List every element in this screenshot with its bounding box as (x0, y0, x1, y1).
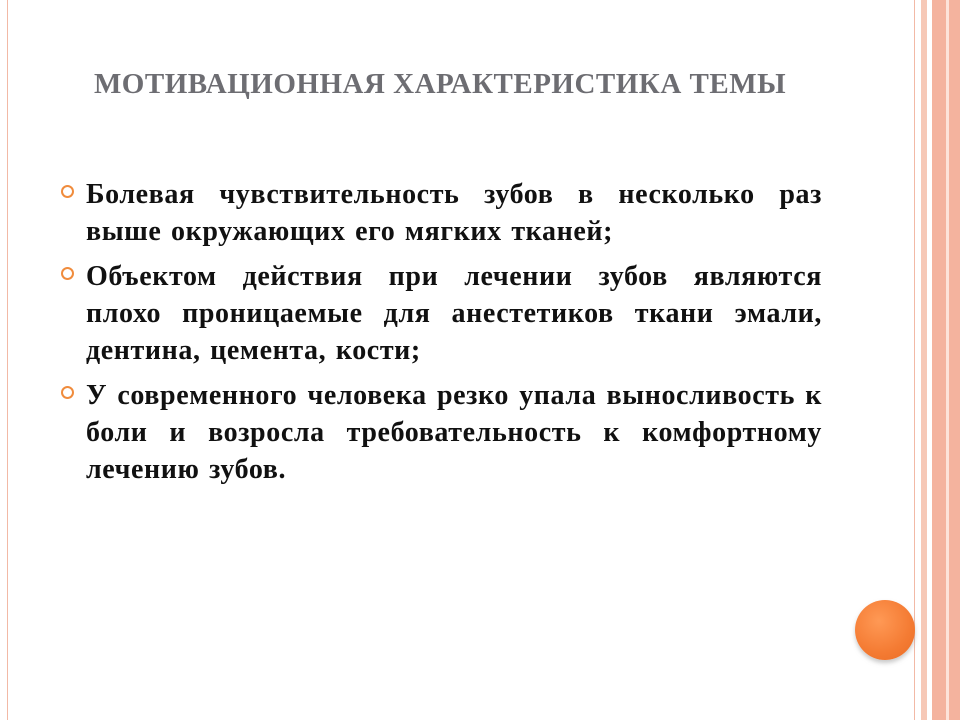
bullet-item (60, 258, 822, 369)
bullet-text: У современного человека резко упала выносливость к боли и возросла требовательность к комфортному лечению зубов. (86, 380, 822, 485)
ring-bullet-icon (61, 386, 74, 399)
ring-bullet-icon (61, 267, 74, 280)
bullet-text: Объектом действия при лечении зубов являются плохо проницаемые для анестетиков ткани эмали, дентина, цемента, кости; (86, 261, 822, 366)
ring-bullet-icon (61, 185, 74, 198)
bullet-list (60, 176, 822, 496)
bullet-text: Болевая чувствительность зубов в несколько раз выше окружающих его мягких тканей; (86, 179, 822, 247)
orange-circle-icon (855, 600, 915, 660)
bullet-item (60, 176, 822, 250)
bullet-item (60, 377, 822, 488)
slide-title: МОТИВАЦИОННАЯ ХАРАКТЕРИСТИКА ТЕМЫ (93, 68, 787, 100)
decorative-stripe (949, 0, 960, 720)
decorative-stripe (932, 0, 946, 720)
